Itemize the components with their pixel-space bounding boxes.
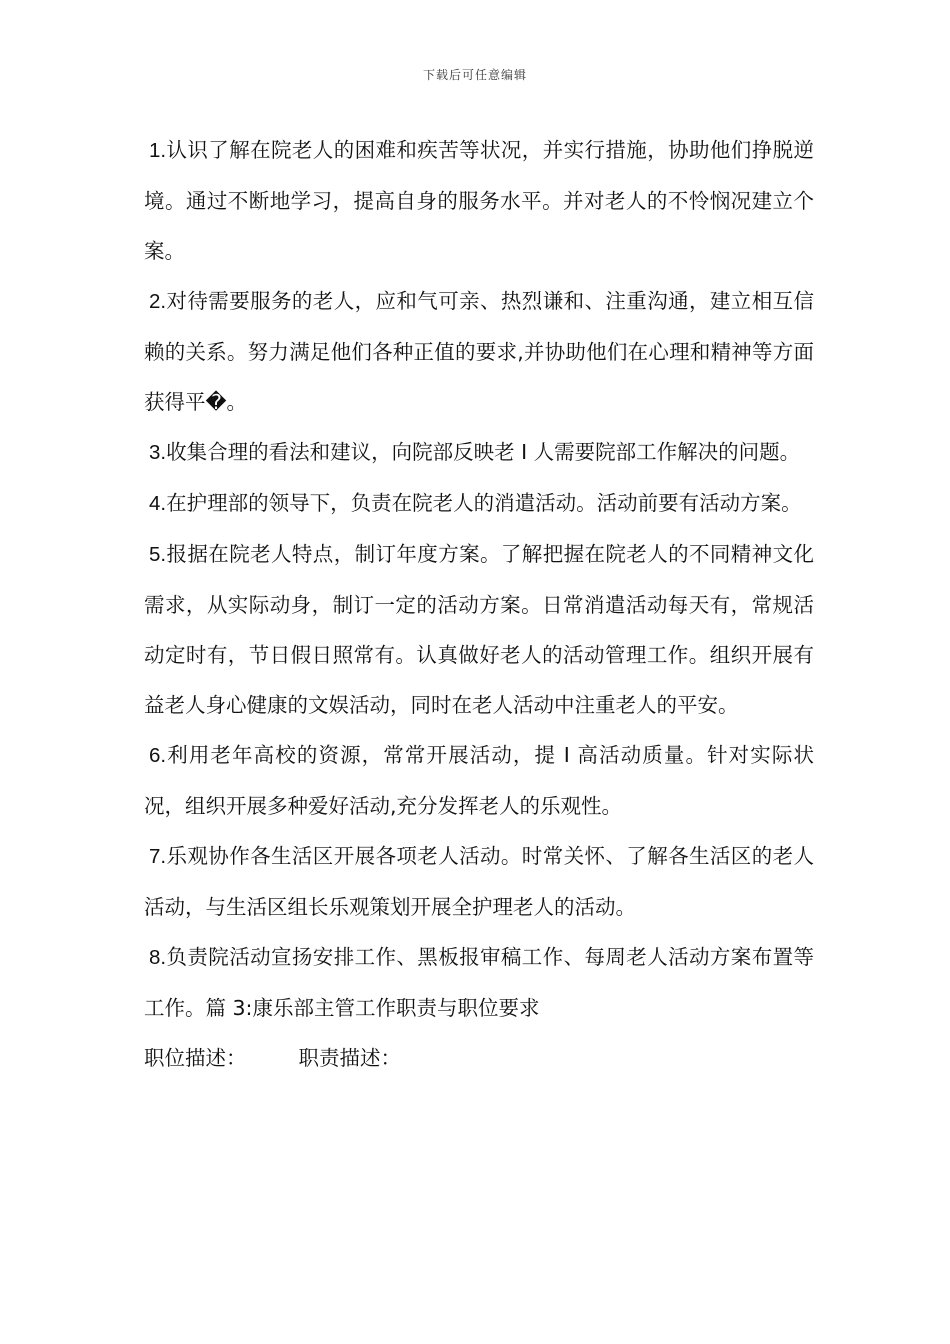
- position-labels-line: [144, 1033, 814, 1083]
- paragraph-text: 负责院活动宣扬安排工作、黑板报审稿工作、每周老人活动方案布置等工作。篇 3:康乐部主管工作职责与职位要求: [144, 945, 814, 1020]
- paragraph-8: [144, 932, 814, 1033]
- paragraph-number: 1.: [149, 139, 167, 162]
- document-body: [144, 125, 814, 1083]
- paragraph-1: [144, 125, 814, 276]
- paragraph-number: 2.: [149, 290, 167, 313]
- paragraph-7: [144, 831, 814, 932]
- paragraph-text: 认识了解在院老人的困难和疾苦等状况，并实行措施，协助他们挣脱逆境。通过不断地学习，提高自身的服务水平。并对老人的不怜悯况建立个案。: [144, 138, 814, 263]
- paragraph-number: 5.: [149, 543, 167, 566]
- paragraph-text: 报据在院老人特点，制订年度方案。了解把握在院老人的不同精神文化需求，从实际动身，制订一定的活动方案。日常消遣活动每天有，常规活动定时有，节日假日照常有。认真做好老人的活动管理工作。组织开展有益老人身心健康的文娱活动，同时在老人活动中注重老人的平安。: [144, 542, 814, 717]
- paragraph-number: 8.: [149, 946, 167, 969]
- paragraph-number: 6.: [149, 744, 167, 767]
- paragraph-text: 利用老年高校的资源，常常开展活动，提 I 高活动质量。针对实际状况，组织开展多种爱好活动,充分发挥老人的乐观性。: [144, 743, 814, 818]
- paragraph-5: [144, 529, 814, 730]
- paragraph-4: [144, 478, 814, 529]
- page-header: 下载后可任意编辑: [422, 68, 527, 82]
- paragraph-number: 3.: [149, 441, 167, 464]
- paragraph-text: 在护理部的领导下，负责在院老人的消遣活动。活动前要有活动方案。: [166, 491, 802, 515]
- paragraph-number: 7.: [149, 845, 167, 868]
- paragraph-number: 4.: [149, 492, 167, 515]
- paragraph-6: [144, 730, 814, 831]
- paragraph-text: 收集合理的看法和建议，向院部反映老 I 人需要院部工作解决的问题。: [166, 440, 801, 464]
- paragraph-text: 对待需要服务的老人，应和气可亲、热烈谦和、注重沟通，建立相互信赖的关系。努力满足他们各种正值的要求,并协助他们在心理和精神等方面获得平�。: [144, 289, 814, 414]
- duty-description-label: 职责描述：: [298, 1046, 401, 1070]
- paragraph-3: [144, 427, 814, 478]
- position-description-label: 职位描述：: [144, 1046, 247, 1070]
- paragraph-text: 乐观协作各生活区开展各项老人活动。时常关怀、了解各生活区的老人活动，与生活区组长乐观策划开展全护理老人的活动。: [144, 844, 814, 919]
- paragraph-2: [144, 276, 814, 427]
